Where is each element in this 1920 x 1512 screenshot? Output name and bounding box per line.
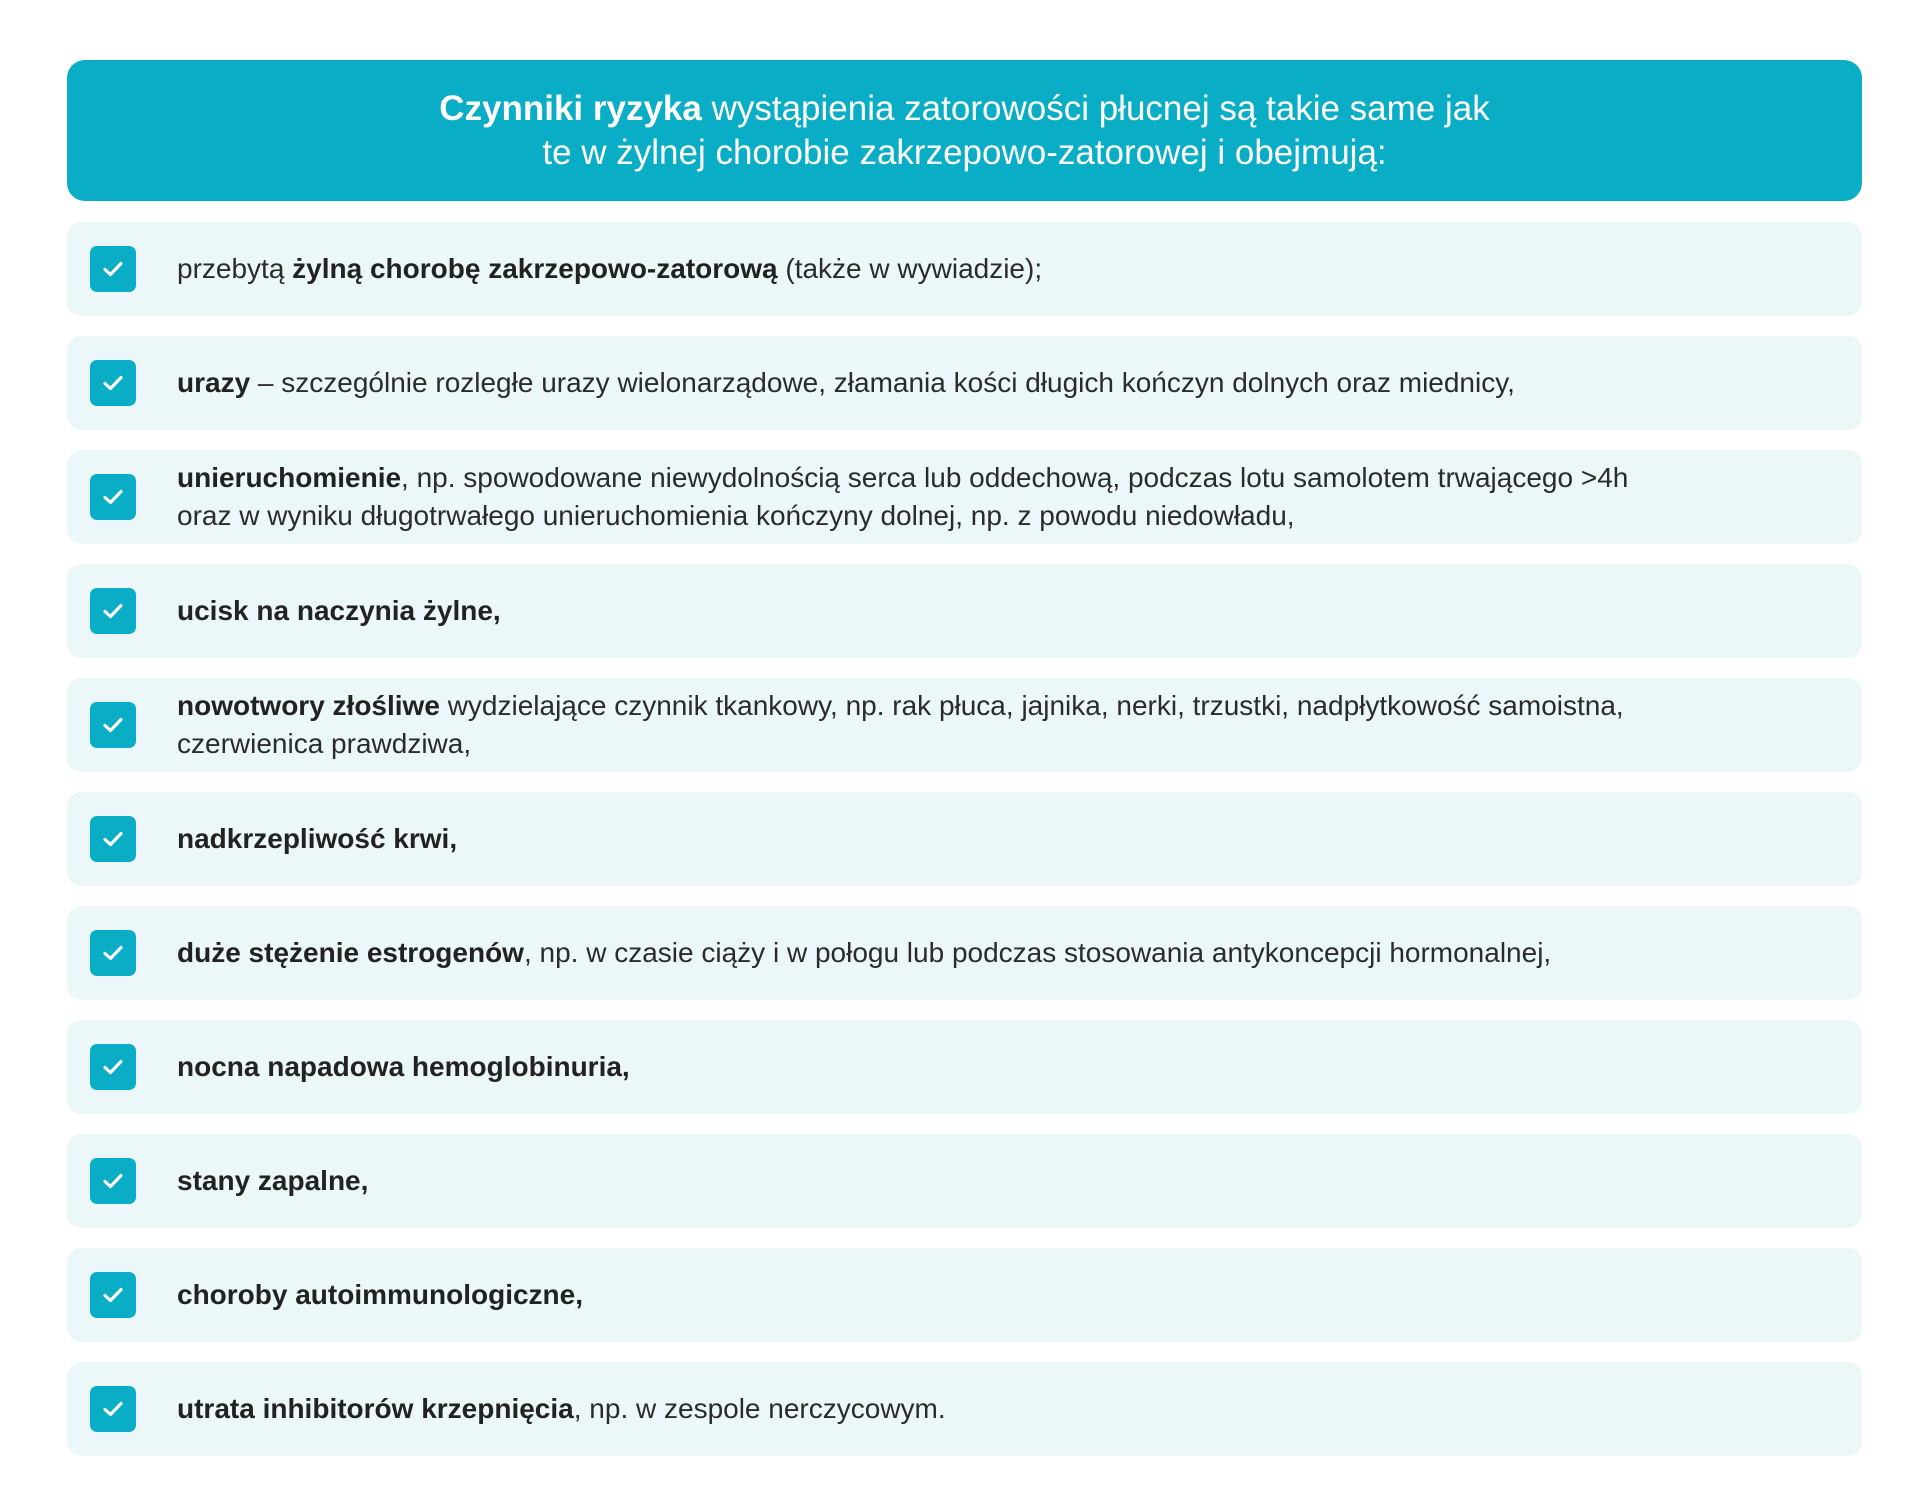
list-item [67,792,1862,886]
list-item-rest: , np. w czasie ciąży i w połogu lub podczas stosowania antykoncepcji hormonalnej, [523,937,1552,968]
list-item-bold: utrata inhibitorów krzepnięcia [177,1393,574,1424]
header-banner [67,60,1862,201]
list-item-bold: unieruchomienie [177,462,402,493]
list-item-bold: urazy [177,367,251,398]
list-item-text [177,792,1817,886]
list-item-line [177,1276,1817,1314]
list-item-line-2: czerwienica prawdziwa, [177,728,472,759]
list-item-rest: wydzielające czynnik tkankowy, np. rak płuca, jajnika, nerki, trzustki, nadpłytkowość samoistna, [439,690,1624,721]
list-item-line-2: oraz w wyniku długotrwałego unieruchomienia kończyny dolnej, np. z powodu niedowładu, [177,500,1295,531]
list-item-bold: żylną chorobę zakrzepowo-zatorową [292,253,778,284]
list-item-rest: , np. spowodowane niewydolnością serca lub oddechową, podczas lotu samolotem trwającego >4h [401,462,1629,493]
list-item-line [177,1162,1817,1200]
list-item-line [177,250,1817,288]
list-item-text [177,336,1817,430]
check-icon [90,474,136,520]
check-icon [90,588,136,634]
list-item-line [177,592,1817,630]
list-item [67,906,1862,1000]
check-icon [90,1386,136,1432]
list-item-text [177,1248,1817,1342]
list-item-text [177,906,1817,1000]
list-item [67,1020,1862,1114]
list-item-bold: nocna napadowa hemoglobinuria, [177,1051,630,1082]
list-item-bold: ucisk na naczynia żylne, [177,595,501,626]
list-item-text [177,1134,1817,1228]
list-item-bold: stany zapalne, [177,1165,369,1196]
header-bold-text: Czynniki ryzyka [439,88,702,128]
list-item-bold: nadkrzepliwość krwi, [177,823,458,854]
list-item-text [177,450,1817,544]
header-line-2: te w żylnej chorobie zakrzepowo-zatorowej i obejmują: [542,132,1387,172]
header-line-1 [439,87,1490,131]
list-item-text [177,564,1817,658]
check-icon [90,816,136,862]
list-item-bold: duże stężenie estrogenów [177,937,524,968]
list-item-line [177,820,1817,858]
list-item [67,1248,1862,1342]
list-item [67,678,1862,772]
list-item-line [177,1048,1817,1086]
list-item-line [177,364,1817,402]
list-item-line [177,459,1817,497]
list-item [67,564,1862,658]
header-text: wystąpienia zatorowości płucnej są takie same jak [701,88,1490,128]
list-item-line [177,1390,1817,1428]
list-item-rest: , np. w zespole nerczycowym. [573,1393,946,1424]
list-item-prefix: przebytą [177,253,293,284]
list-item-bold: nowotwory złośliwe [177,690,440,721]
check-icon [90,930,136,976]
list-item-text [177,1020,1817,1114]
check-icon [90,360,136,406]
list-item-text [177,1362,1817,1456]
list-item [67,222,1862,316]
list-item-rest: (także w wywiadzie); [777,253,1043,284]
list-item-text [177,678,1817,772]
check-icon [90,1044,136,1090]
list-item-text [177,222,1817,316]
list-item [67,336,1862,430]
list-item [67,1134,1862,1228]
list-item-line [177,934,1817,972]
list-item-bold: choroby autoimmunologiczne, [177,1279,584,1310]
list-item-rest: – szczególnie rozległe urazy wielonarządowe, złamania kości długich kończyn dolnych oraz miednicy, [250,367,1515,398]
check-icon [90,246,136,292]
list-item-line [177,687,1817,725]
check-icon [90,1158,136,1204]
check-icon [90,1272,136,1318]
list-item [67,1362,1862,1456]
check-icon [90,702,136,748]
list-item [67,450,1862,544]
